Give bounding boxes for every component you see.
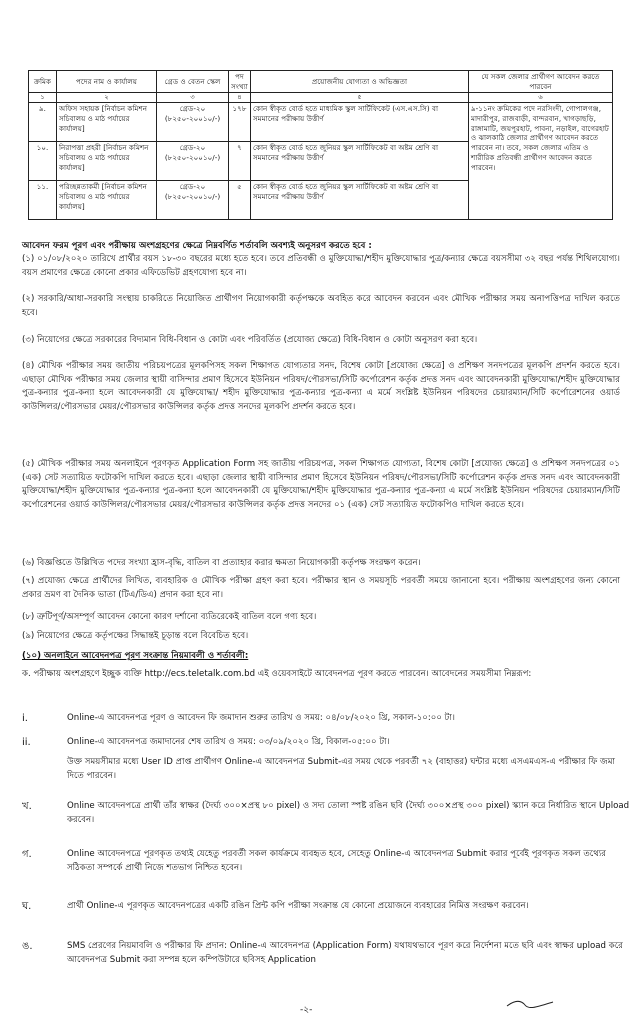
- index-cell: ২: [57, 93, 157, 103]
- item-marker: i.: [22, 713, 28, 724]
- vacancy-table: [28, 70, 613, 220]
- row-serial: ১০.: [29, 142, 57, 181]
- index-cell: ৩: [157, 93, 229, 103]
- row-serial: ৯.: [29, 103, 57, 142]
- header-qualification: প্রয়োজনীয় যোগ্যতা ও অভিজ্ঞতা: [251, 71, 469, 93]
- row-qualification: কোন স্বীকৃত বোর্ড হতে মাধ্যমিক স্কুল সার্টিফিকেট (এস.এস.সি) বা সমমানের পরীক্ষায় উত্তীর্ণ: [251, 103, 469, 142]
- rules-header: আবেদন ফরম পূরণ এবং পরীক্ষায় অংশগ্রহণের ক্ষেত্রে নিম্নবর্ণিত শর্তাবলি অবশ্যই অনুসরণ করতে হবে :: [22, 241, 372, 251]
- item-marker: খ.: [22, 801, 32, 812]
- row-grade: গ্রেড-২০ (৮২৫০-২০০১০/-): [157, 103, 229, 142]
- header-districts: যে সকল জেলার প্রার্থীগণ আবেদন করতে পারবেন: [469, 71, 613, 93]
- table-row: [29, 103, 613, 142]
- item-marker: ii.: [22, 737, 31, 748]
- item-marker: ঙ.: [22, 941, 33, 952]
- item-text: SMS প্রেরণের নিয়মাবলি ও পরীক্ষার ফি প্রদান: Online-এ আবেদনপত্র (Application Form) যথাযথভাবে পূরণ করে নির্দেশনা মতে ছবি এবং স্বাক্ষর upload করে আবেদনপত্র Submit করা সম্পন্ন হলে কম্পিউটারে ছবিসহ Application: [67, 941, 623, 965]
- header-serial: ক্রমিক: [29, 71, 57, 93]
- item-text: উক্ত সময়সীমার মধ্যে User ID প্রাপ্ত প্রার্থীগণ Online-এ আবেদনপত্র Submit-এর সময় থেকে পরবর্তী ৭২ (বাহাত্তর) ঘন্টার মধ্যে এসএমএস-এ পরীক্ষার ফি জমা দিতে পারবেন।: [67, 757, 615, 781]
- table-header-row: [29, 71, 613, 93]
- online-intro: ক. পরীক্ষায় অংশগ্রহণে ইচ্ছুক ব্যক্তি http://ecs.teletalk.com.bd এই ওয়েবসাইটে আবেদনপত্র পূরণ করতে পারবেন। আবেদনের সময়সীমা নিম্নরূপ:: [22, 669, 532, 679]
- rule-paragraph-5: (৫) মৌখিক পরীক্ষার সময় অনলাইনে পূরণকৃত Application Form সহ জাতীয় পরিচয়পত্র, সকল শিক্ষাগত যোগ্যতা, বিশেষ কোটা [প্রযোজ্য ক্ষেত্রে] ও প্রশিক্ষণ সনদপত্রের ০১ (এক) সেট সত্যায়িত ফটোকপি দাখিল করতে হবে। এছাড়া জেলার স্থায়ী বাসিন্দার প্রমাণ হিসেবে ইউনিয়ন পরিষদ/পৌরসভা/সিটি কর্পোরেশন কর্তৃক প্রদত্ত সনদ এবং আবেদনকারী মুক্তিযোদ্ধা/শহীদ মুক্তিযোদ্ধার পুত্র-কন্যার পুত্র-কন্যা হলে আবেদনকারী যে মুক্তিযোদ্ধা/শহীদ মুক্তিযোদ্ধার পুত্র-কন্যার পুত্র-কন্যা এ মর্মে সংশ্লিষ্ট ইউনিয়ন পরিষদের চেয়ারম্যান/সিটি কর্পোরেশনের ওয়ার্ড কাউন্সিলর/পৌরসভার মেয়র/পৌরসভার কাউন্সিলর কর্তৃক প্রদত্ত সনদের ০১ (এক) সেট সত্যায়িত ফটোকপিও দাখিল করতে হবে।: [22, 459, 620, 510]
- row-qualification: কোন স্বীকৃত বোর্ড হতে জুনিয়র স্কুল সার্টিফিকেট বা অষ্টম শ্রেণি বা সমমানের পরীক্ষায় উত্তীর্ণ: [251, 181, 469, 220]
- item-text: Online-এ আবেদনপত্র জমাদানের শেষ তারিখ ও সময়: ০৩/০৯/২০২০ খ্রি, বিকাল-০৫:০০ টা।: [67, 737, 390, 747]
- row-post: নিরাপত্তা প্রহরী [নির্বাচন কমিশন সচিবালয় ও মাঠ পর্যায়ের কার্যালয়]: [57, 142, 157, 181]
- row-qualification: কোন স্বীকৃত বোর্ড হতে জুনিয়র স্কুল সার্টিফিকেট বা অষ্টম শ্রেণি বা সমমানের পরীক্ষায় উত্তীর্ণ: [251, 142, 469, 181]
- initials-signature: [505, 998, 555, 1008]
- row-grade: গ্রেড-২০ (৮২৫০-২০০১০/-): [157, 181, 229, 220]
- header-count: পদ সংখ্যা: [229, 71, 251, 93]
- rule-paragraph-2: (২) সরকারি/আধা-সরকারি সংস্থায় চাকরিতে নিয়োজিত প্রার্থীগণ নিয়োগকারী কর্তৃপক্ষকে অবহিত করে আবেদন করবেন এবং মৌখিক পরীক্ষার সময় অনাপত্তিপত্র দাখিল করতে হবে।: [22, 294, 620, 318]
- header-post: পদের নাম ও কার্যালয়: [57, 71, 157, 93]
- rule-paragraph-4: (৪) মৌখিক পরীক্ষার সময় জাতীয় পরিচয়পত্রের মূলকপিসহ সকল শিক্ষাগত যোগ্যতার সনদ, বিশেষ কোটা [প্রযোজ্য ক্ষেত্রে] ও প্রশিক্ষণ সনদপত্রের মূলকপি প্রদর্শন করতে হবে। এছাড়া মৌখিক পরীক্ষার সময় জেলার স্থায়ী বাসিন্দার প্রমাণ হিসেবে ইউনিয়ন পরিষদ/পৌরসভা/সিটি কর্পোরেশন কর্তৃক প্রদত্ত সনদ এবং আবেদনকারী মুক্তিযোদ্ধা/শহীদ মুক্তিযোদ্ধার পুত্র-কন্যার পুত্র-কন্যা হলে আবেদনকারী যে মুক্তিযোদ্ধা/ শহীদ মুক্তিযোদ্ধার পুত্র-কন্যার পুত্র-কন্যা এ মর্মে সংশ্লিষ্ট ইউনিয়ন পরিষদের চেয়ারম্যান/সিটি কর্পোরেশনের ওয়ার্ড কাউন্সিলর/পৌরসভার মেয়র/পৌরসভার কাউন্সিলর কর্তৃক প্রদত্ত সনদের মূলকপি প্রদর্শন করতে হবে।: [22, 361, 620, 412]
- item-marker: ঘ.: [22, 901, 32, 912]
- page-number: -২-: [300, 1005, 313, 1015]
- rule-paragraph-8: (৮) ত্রুটিপূর্ণ/অসম্পূর্ণ আবেদন কোনো কারণ দর্শানো ব্যতিরেকেই বাতিল বলে গণ্য হবে।: [22, 612, 317, 622]
- item-text: Online আবেদনপত্রে প্রার্থী তাঁর স্বাক্ষর (দৈর্ঘ্য ৩০০×প্রস্থ ৮০ pixel) ও সদ্য তোলা স্পষ্ট রঙিন ছবি (দৈর্ঘ্য ৩০০×প্রস্থ ৩০০ pixel) স্ক্যান করে নির্ধারিত স্থানে Upload করবেন।: [67, 801, 630, 825]
- row-count: ৭: [229, 142, 251, 181]
- rule-paragraph-6: (৬) বিজ্ঞপ্তিতে উল্লিখিত পদের সংখ্যা হ্রাস-বৃদ্ধি, বাতিল বা প্রত্যাহার করার ক্ষমতা নিয়োগকারী কর্তৃপক্ষ সংরক্ষণ করেন।: [22, 558, 421, 568]
- item-text: প্রার্থী Online-এ পূরণকৃত আবেদনপত্রের একটি রঙিন প্রিন্ট কপি পরীক্ষা সংক্রান্ত যে কোনো প্রয়োজনে ব্যবহারের নিমিত্ত সংরক্ষণ করবেন।: [67, 901, 529, 911]
- rule-paragraph-7: (৭) প্রযোজ্য ক্ষেত্রে প্রার্থীদের লিখিত, ব্যবহারিক ও মৌখিক পরীক্ষা গ্রহণ করা হবে। পরীক্ষার স্থান ও সময়সূচি পরবর্তী সময়ে জানানো হবে। পরীক্ষায় অংশগ্রহণের জন্য কোনো প্রকার ভ্রমণ বা দৈনিক ভাতা (টিএ/ডিএ) প্রদান করা হবে না।: [22, 576, 620, 600]
- rule-paragraph-9: (৯) নিয়োগের ক্ষেত্রে কর্তৃপক্ষের সিদ্ধান্তই চূড়ান্ত বলে বিবেচিত হবে।: [22, 631, 249, 641]
- rule-paragraph-1: (১) ০১/০৮/২০২০ তারিখে প্রার্থীর বয়স ১৮-৩০ বছরের মধ্যে হতে হবে। তবে প্রতিবন্ধী ও মুক্তিযোদ্ধা/শহীদ মুক্তিযোদ্ধার পুত্র/কন্যার ক্ষেত্রে বয়সসীমা ৩২ বছর পর্যন্ত শিথিলযোগ্য। বয়স প্রমাণের ক্ষেত্রে কোনো প্রকার এফিডেভিট গ্রহণযোগ্য হবে না।: [22, 254, 620, 278]
- row-serial: ১১.: [29, 181, 57, 220]
- row-count: ৫: [229, 181, 251, 220]
- row-post: পরিচ্ছন্নতাকর্মী [নির্বাচন কমিশন সচিবালয় ও মাঠ পর্যায়ের কার্যালয়]: [57, 181, 157, 220]
- item-text: Online আবেদনপত্রে পূরণকৃত তথ্যই যেহেতু পরবর্তী সকল কার্যক্রমে ব্যবহৃত হবে, সেহেতু Online-এ আবেদনপত্র Submit করার পূর্বেই পূরণকৃত সকল তথ্যের সঠিকতা সম্পর্কে প্রার্থী নিজে শতভাগ নিশ্চিত হবেন।: [67, 849, 607, 873]
- online-rules-header: (১০) অনলাইনে আবেদনপত্র পূরণ সংক্রান্ত নিয়মাবলী ও শর্তাবলী:: [22, 651, 249, 661]
- row-grade: গ্রেড-২০ (৮২৫০-২০০১০/-): [157, 142, 229, 181]
- rule-paragraph-3: (৩) নিয়োগের ক্ষেত্রে সরকারের বিদ্যমান বিধি-বিধান ও কোটা এবং পরিবর্তিত (প্রযোজ্য ক্ষেত্রে) বিধি-বিধান ও কোটা অনুসরণ করা হবে।: [22, 335, 478, 345]
- row-post: অফিস সহায়ক [নির্বাচন কমিশন সচিবালয় ও মাঠ পর্যায়ের কার্যালয়]: [57, 103, 157, 142]
- item-marker: গ.: [22, 849, 32, 860]
- item-text: Online-এ আবেদনপত্র পূরণ ও আবেদন ফি জমাদান শুরুর তারিখ ও সময়: ০৪/০৮/২০২০ খ্রি, সকাল-১০:০০ টা।: [67, 713, 455, 723]
- header-grade: গ্রেড ও বেতন স্কেল: [157, 71, 229, 93]
- index-row: [29, 93, 613, 103]
- row-count: ১৭৮: [229, 103, 251, 142]
- districts-cell: ৯-১১নং ক্রমিকের পদে নরসিংদী, গোপালগঞ্জ, মাদারীপুর, রাজবাড়ী, বান্দরবান, খাগড়াছড়ি, রাঙ্গামাটি, জয়পুরহাট, পাবনা, নড়াইল, বাগেরহাট ও ঝালকাঠি জেলার প্রার্থীগণ আবেদন করতে পারবেন না। তবে, সকল জেলার এতিম ও শারীরিক প্রতিবন্ধী প্রার্থীগণ আবেদন করতে পারবেন।: [469, 103, 613, 220]
- index-cell: ৪: [229, 93, 251, 103]
- index-cell: ৬: [469, 93, 613, 103]
- index-cell: ৫: [251, 93, 469, 103]
- index-cell: ১: [29, 93, 57, 103]
